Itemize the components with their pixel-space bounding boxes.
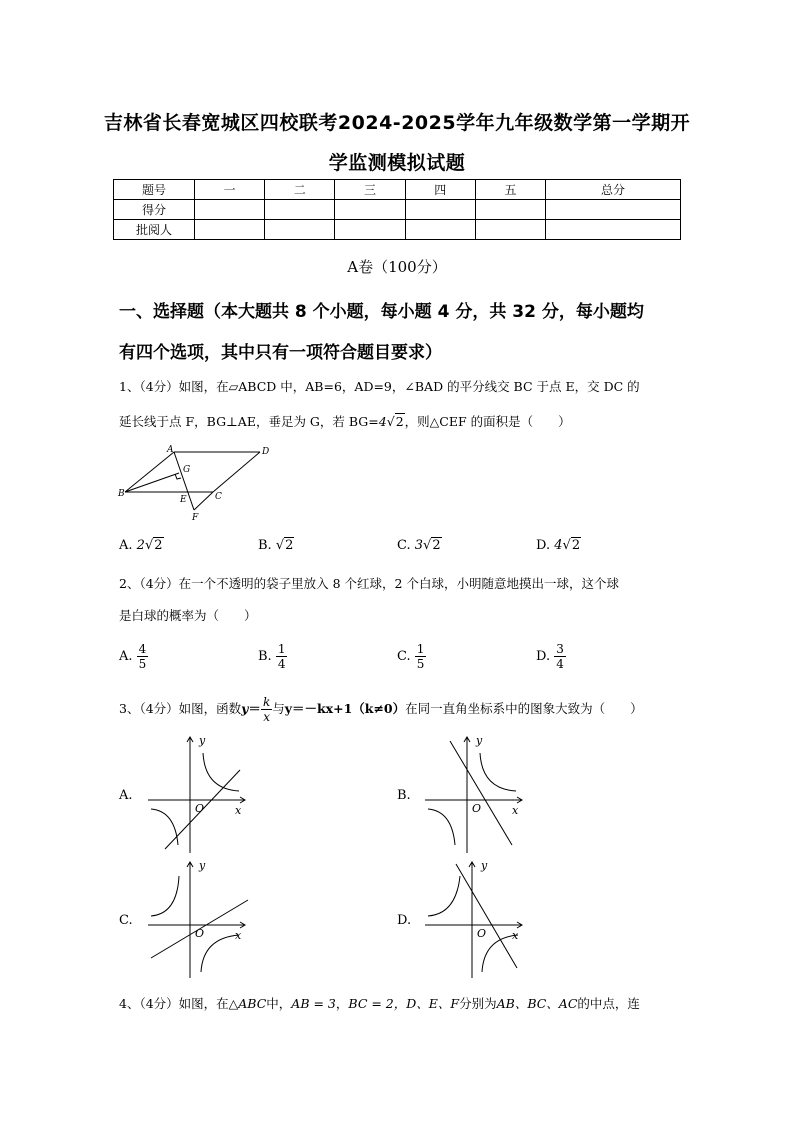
sqrt-symbol: √2 bbox=[423, 538, 441, 553]
option-radicand: 2 bbox=[154, 538, 163, 553]
fraction bbox=[276, 642, 288, 671]
part1-heading-line1: 一、选择题（本大题共 8 个小题，每小题 4 分，共 32 分，每小题均 bbox=[119, 302, 644, 322]
q3-eq: ＝ bbox=[248, 701, 261, 716]
option-radicand: 2 bbox=[571, 538, 581, 553]
q2-option-a[interactable] bbox=[119, 642, 148, 671]
q3-y: y bbox=[241, 701, 249, 716]
score-table-row bbox=[114, 220, 681, 240]
hyperbola-branch-q2 bbox=[428, 876, 460, 916]
x-axis-label: x bbox=[235, 804, 242, 817]
option-label: D. bbox=[536, 649, 551, 664]
q1-line2 bbox=[119, 412, 571, 430]
score-cell[interactable] bbox=[475, 200, 545, 220]
q4-mid1: 中， bbox=[266, 996, 292, 1011]
score-cell[interactable] bbox=[405, 220, 475, 240]
score-cell[interactable] bbox=[265, 220, 335, 240]
option-coef: 3 bbox=[414, 538, 424, 553]
right-angle-mark bbox=[175, 474, 181, 479]
q4-stem bbox=[119, 994, 640, 1012]
hyperbola-branch-q1 bbox=[203, 753, 239, 791]
exam-title-line1: 吉林省长春宽城区四校联考2024-2025学年九年级数学第一学期开 bbox=[103, 112, 691, 134]
q3-graph-a[interactable] bbox=[143, 733, 253, 858]
sqrt-symbol: √2 bbox=[275, 538, 294, 553]
q3-graph-b[interactable] bbox=[420, 733, 530, 858]
option-label: A. bbox=[119, 538, 133, 553]
option-label: C. bbox=[397, 538, 411, 553]
label-c: C bbox=[215, 492, 222, 502]
option-coef: 4 bbox=[554, 538, 563, 553]
q2-option-c[interactable] bbox=[397, 642, 426, 671]
label-f: F bbox=[192, 513, 199, 523]
score-cell[interactable] bbox=[335, 200, 405, 220]
q1-line2-a: 延长线于点 F，BG⊥AE，垂足为 G，若 BG= bbox=[119, 414, 379, 429]
x-axis-label: x bbox=[512, 929, 519, 942]
fraction bbox=[554, 642, 566, 671]
score-table-header: 二 bbox=[265, 180, 335, 200]
denominator: 5 bbox=[138, 657, 147, 671]
exam-title-line2: 学监测模拟试题 bbox=[328, 152, 466, 174]
q1-option-a[interactable] bbox=[119, 538, 164, 553]
origin-label: O bbox=[477, 927, 487, 940]
q3-mid: 与 bbox=[272, 701, 285, 716]
edge-dc bbox=[213, 452, 260, 492]
section-a-heading: A卷（100分） bbox=[347, 258, 447, 276]
linear-function-line bbox=[450, 741, 512, 845]
q2-line2: 是白球的概率为（ ） bbox=[119, 608, 257, 623]
q2-option-d[interactable] bbox=[536, 642, 566, 671]
score-table-row bbox=[114, 200, 681, 220]
score-cell[interactable] bbox=[195, 220, 265, 240]
q1-option-c[interactable] bbox=[397, 538, 442, 553]
label-d: D bbox=[262, 447, 270, 457]
option-label: A. bbox=[119, 649, 133, 664]
denominator: 4 bbox=[277, 657, 286, 671]
fraction bbox=[415, 642, 427, 671]
y-axis-label: y bbox=[476, 734, 483, 747]
q4-bc: BC = 2 bbox=[348, 996, 394, 1011]
q1-line2-b: ，则△CEF 的面积是（ ） bbox=[404, 414, 571, 429]
q1-option-d[interactable] bbox=[536, 538, 581, 553]
origin-label: O bbox=[195, 802, 205, 815]
score-cell[interactable] bbox=[546, 220, 681, 240]
q3-option-d-label[interactable]: D. bbox=[397, 913, 412, 928]
option-label: B. bbox=[258, 538, 272, 553]
line-cf bbox=[194, 492, 213, 510]
score-table-header: 三 bbox=[335, 180, 405, 200]
score-table bbox=[113, 179, 681, 240]
q2-line1: 2、（4分）在一个不透明的袋子里放入 8 个红球，2 个白球，小明随意地摸出一球，这个球 bbox=[119, 576, 619, 591]
q3-linear-fn: y＝－kx+1（k≠0） bbox=[284, 701, 406, 716]
origin-label: O bbox=[472, 802, 482, 815]
q3-option-c-label[interactable]: C. bbox=[119, 913, 133, 928]
q4-mid2: 分别为 bbox=[459, 996, 497, 1011]
score-table-row-label: 批阅人 bbox=[114, 220, 195, 240]
sqrt-symbol: √2 bbox=[386, 414, 404, 429]
denominator: 4 bbox=[556, 657, 564, 671]
hyperbola-branch-q3 bbox=[428, 809, 455, 845]
score-cell[interactable] bbox=[405, 200, 475, 220]
score-table-header-row bbox=[114, 180, 681, 200]
x-axis-label: x bbox=[235, 929, 242, 942]
denominator: x bbox=[263, 710, 270, 724]
numerator: 1 bbox=[416, 642, 425, 656]
score-cell[interactable] bbox=[265, 200, 335, 220]
numerator: 1 bbox=[277, 642, 286, 656]
hyperbola-branch-q4 bbox=[201, 935, 239, 972]
q4-sep1: ， bbox=[335, 996, 349, 1011]
y-axis-label: y bbox=[481, 859, 488, 872]
q2-option-b[interactable] bbox=[258, 642, 287, 671]
q4-triangle: △ABC bbox=[228, 996, 267, 1011]
label-b: B bbox=[118, 489, 125, 499]
q1-line1: 1、（4分）如图，在▱ABCD 中，AB=6，AD=9，∠BAD 的平分线交 BC 于点 E，交 DC 的 bbox=[119, 379, 640, 394]
score-table-header: 五 bbox=[475, 180, 545, 200]
part1-heading-line2: 有四个选项，其中只有一项符合题目要求） bbox=[119, 343, 442, 363]
q4-points: AB、BC、AC bbox=[496, 996, 578, 1011]
denominator: 5 bbox=[416, 657, 425, 671]
label-e: E bbox=[180, 495, 187, 505]
q3-prefix: 3、（4分）如图，函数 bbox=[119, 701, 242, 716]
score-table-row-label: 得分 bbox=[114, 200, 195, 220]
q4-suffix: 的中点，连 bbox=[577, 996, 640, 1011]
option-coef: 2 bbox=[136, 538, 145, 553]
score-table-header: 题号 bbox=[114, 180, 195, 200]
q3-graph-d[interactable] bbox=[420, 858, 530, 983]
q4-prefix: 4、（4分）如图，在 bbox=[119, 996, 229, 1011]
option-label: B. bbox=[258, 649, 272, 664]
q4-ab: AB = 3 bbox=[291, 996, 336, 1011]
sqrt-symbol: √2 bbox=[144, 538, 163, 553]
option-label: C. bbox=[397, 649, 411, 664]
option-label: D. bbox=[536, 538, 551, 553]
label-a: A bbox=[167, 445, 174, 455]
line-bg bbox=[125, 473, 179, 492]
fraction bbox=[137, 642, 149, 671]
score-cell[interactable] bbox=[195, 200, 265, 220]
q4-sep2: ，D、E、F bbox=[393, 996, 460, 1011]
score-cell[interactable] bbox=[475, 220, 545, 240]
q1-bg-radicand: 2 bbox=[395, 414, 404, 429]
q3-stem bbox=[119, 695, 643, 724]
numerator: k bbox=[262, 695, 271, 709]
fraction bbox=[261, 695, 272, 724]
hyperbola-branch-q1 bbox=[480, 753, 516, 791]
sqrt-symbol: √2 bbox=[562, 538, 581, 553]
option-radicand: 2 bbox=[285, 538, 294, 553]
y-axis-label: y bbox=[199, 859, 206, 872]
numerator: 3 bbox=[556, 642, 564, 656]
q3-suffix: 在同一直角坐标系中的图象大致为（ ） bbox=[405, 701, 643, 716]
option-radicand: 2 bbox=[432, 538, 441, 553]
score-cell[interactable] bbox=[335, 220, 405, 240]
origin-label: O bbox=[195, 927, 205, 940]
label-g: G bbox=[183, 465, 191, 475]
linear-function-line bbox=[456, 864, 517, 968]
edge-ab bbox=[125, 452, 174, 492]
x-axis-label: x bbox=[512, 804, 519, 817]
q1-parallelogram-figure bbox=[115, 443, 275, 525]
numerator: 4 bbox=[138, 642, 147, 656]
q1-option-b[interactable] bbox=[258, 538, 294, 553]
q3-option-b-label[interactable]: B. bbox=[397, 788, 411, 803]
score-table-header: 总分 bbox=[546, 180, 681, 200]
score-cell[interactable] bbox=[546, 200, 681, 220]
q1-bg-coef: 4 bbox=[378, 414, 387, 429]
y-axis-label: y bbox=[199, 734, 206, 747]
q3-option-a-label[interactable]: A. bbox=[119, 788, 133, 803]
hyperbola-branch-q2 bbox=[151, 876, 179, 916]
q3-graph-c[interactable] bbox=[143, 858, 253, 983]
score-table-header: 一 bbox=[195, 180, 265, 200]
score-table-header: 四 bbox=[405, 180, 475, 200]
